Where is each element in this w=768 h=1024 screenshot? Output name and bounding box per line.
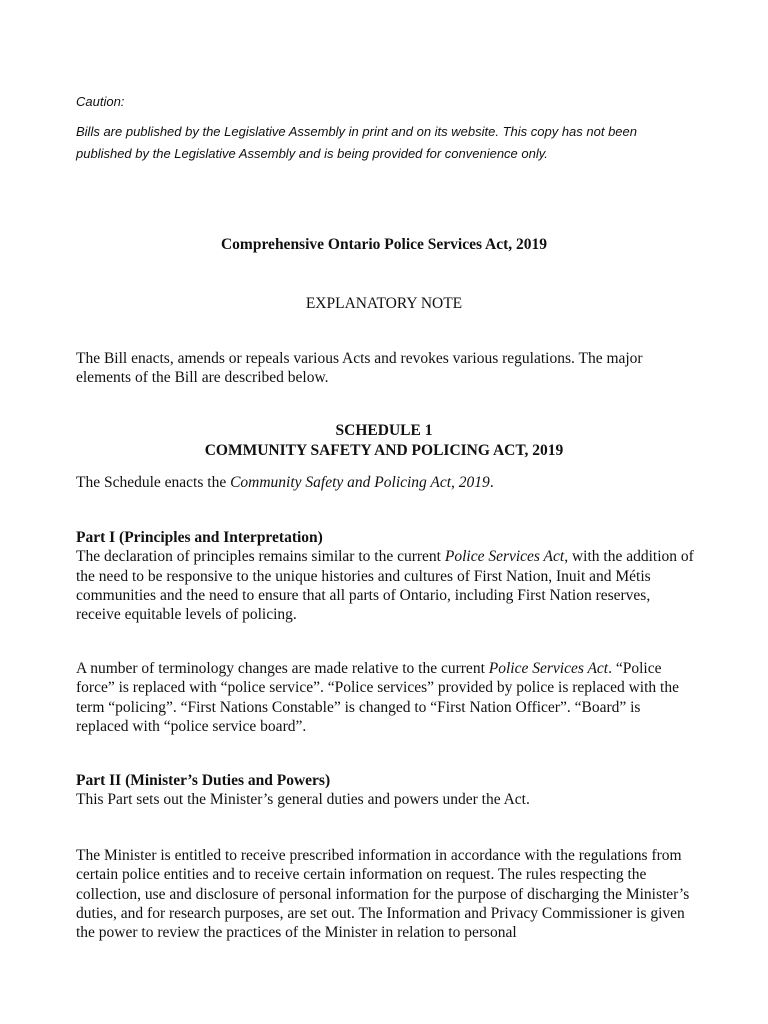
intro-paragraph: [76, 349, 696, 388]
part-2-paragraph-1: This Part sets out the Minister’s general duties and powers under the Act.: [76, 791, 530, 809]
part-1-p2-act-name: Police Services Act: [488, 660, 609, 677]
enacts-suffix: .: [489, 474, 494, 491]
caution-notice: [76, 93, 716, 165]
enacts-prefix: The Schedule enacts the: [76, 474, 231, 491]
caution-label: Caution:: [76, 94, 125, 109]
part-1-paragraph-2: [76, 659, 696, 736]
part-1-paragraph-2-block: [76, 659, 696, 736]
caution-line-2: published by the Legislative Assembly and is being provided for convenience only.: [76, 146, 548, 161]
caution-line-1: Bills are published by the Legislative Assembly in print and on its website. This copy has not been: [76, 124, 637, 139]
part-1-heading: Part I (Principles and Interpretation): [76, 529, 323, 546]
part-1-section: [76, 528, 696, 624]
part-2-paragraph-2: The Minister is entitled to receive prescribed information in accordance with the regulations from certain police entities and to receive certain information on request. The rules respecting the collection, use and disclosure of personal information for the purpose of discharging the Minister’s duties, and for research purposes, are set out. The Information and Privacy Commissioner is given the power to review the practices of the Minister in relation to personal: [76, 847, 690, 942]
part-1-paragraph-1: [76, 547, 696, 624]
schedule-heading: [0, 421, 768, 460]
part-1-p1-act-name: Police Services Act: [444, 548, 565, 566]
part-2-section: [76, 771, 696, 810]
enacts-act-name: Community Safety and Policing Act, 2019: [230, 474, 490, 491]
part-1-p1-text-a: The declaration of principles remains similar to the current: [76, 548, 445, 566]
part-2-paragraph-2-block: [76, 846, 696, 942]
intro-text: The Bill enacts, amends or repeals various Acts and revokes various regulations. The major elements of the Bill are described below.: [76, 350, 643, 387]
part-1-p2-text-b: . “Police force” is replaced with “police service”. “Police services” provided by police is replaced with the term “policing”. “First Nations Constable” is changed to “First Nation Officer”. “Board” is replaced with “police service board”.: [76, 660, 679, 735]
schedule-enacts-paragraph: [76, 473, 696, 492]
schedule-number: SCHEDULE 1: [335, 422, 433, 439]
part-1-p2-text-a: A number of terminology changes are made relative to the current: [76, 660, 489, 677]
part-2-heading: Part II (Minister’s Duties and Powers): [76, 772, 331, 789]
schedule-name: COMMUNITY SAFETY AND POLICING ACT, 2019: [204, 441, 564, 459]
document-title: Comprehensive Ontario Police Services Act, 2019: [220, 236, 547, 253]
part-1-p1-text-b: , with the addition of the need to be responsive to the unique histories and cultures of First Nation, Inuit and Métis communities and the need to ensure that all parts of Ontario, including First Nation reserves, receive equitable levels of policing.: [76, 548, 694, 624]
explanatory-note-heading: EXPLANATORY NOTE: [305, 295, 463, 312]
